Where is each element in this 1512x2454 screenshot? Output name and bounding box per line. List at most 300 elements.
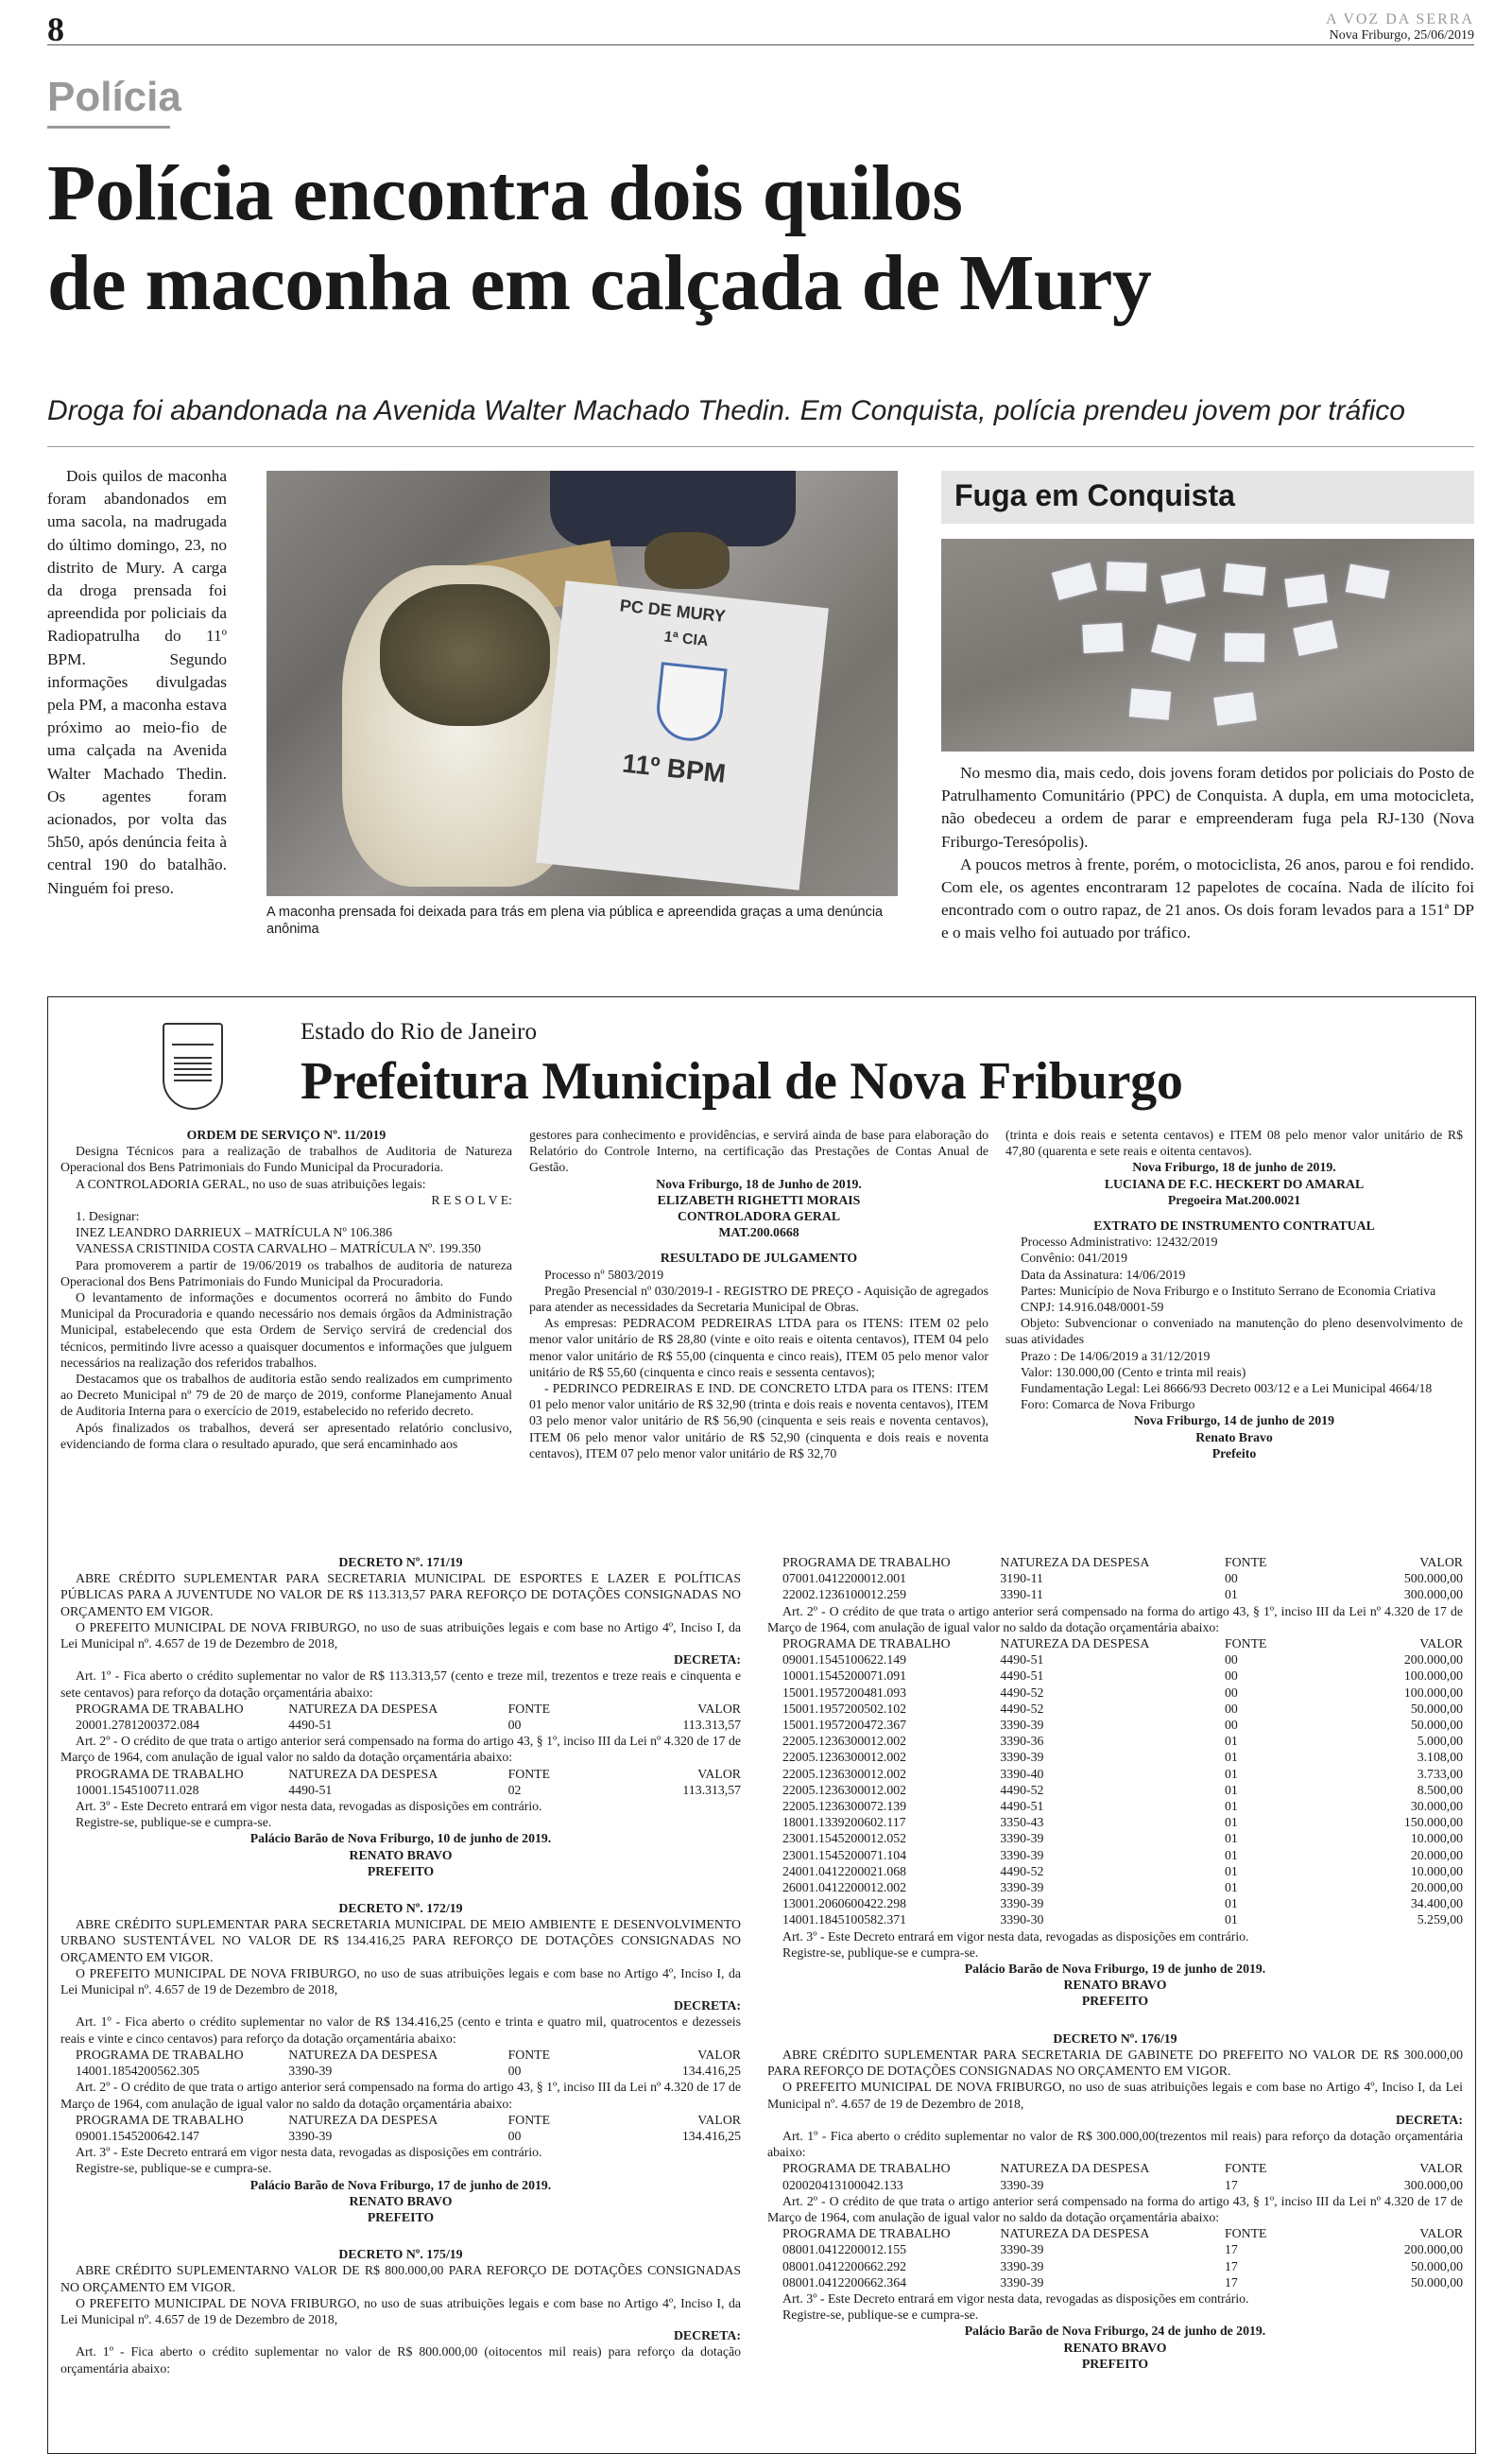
table-cell: 00: [1224, 1701, 1238, 1716]
table-cell: 3390-39: [1000, 2177, 1044, 2192]
table-cell: 50.000,00: [1410, 1718, 1463, 1733]
table-cell: 14001.1854200562.305: [76, 2064, 200, 2079]
table-row: [782, 1668, 1463, 1684]
decree-summary: ABRE CRÉDITO SUPLEMENTAR PARA SECRETARIA MUNICIPAL DE ESPORTES E LAZER E POLÍTICAS PÚBLICAS PARA A JUVENTUDE NO VALOR DE R$ 113.313,57 PARA REFORÇO DE DOTAÇÕES CONSIGNADAS NO ORÇAMENTO EM VIGOR.: [60, 1571, 741, 1618]
decree-article: Art. 1º - Fica aberto o crédito suplementar no valor de R$ 134.416,25 (cento e trinta e quatro mil, quatrocentos e dezesseis reais e vinte e cinco centavos) para reforço da dotação orçamentária abaixo:: [60, 2014, 741, 2046]
table-header-cell: PROGRAMA DE TRABALHO: [76, 1701, 244, 1716]
table-cell: 08001.0412200662.292: [782, 2258, 907, 2273]
notice-paragraph: Data da Assinatura: 14/06/2019: [1021, 1267, 1186, 1282]
notice-paragraph: gestores para conhecimento e providências, e servirá ainda de base para elaboração do Relatório do Controle Interno, na certificação das Prestações de Contas Anual de Gestão.: [529, 1128, 988, 1175]
table-cell: 4490-51: [1000, 1668, 1044, 1684]
table-cell: 3.108,00: [1417, 1750, 1463, 1765]
budget-table: [782, 2160, 1463, 2192]
papelote-packet: [1293, 620, 1337, 656]
section-label: Polícia: [47, 74, 181, 120]
table-row: [782, 1911, 1463, 1927]
article-body: [47, 465, 227, 900]
sidebox-photo-papelotes: [941, 539, 1474, 752]
table-cell: 17: [1224, 2242, 1238, 2257]
table-cell: 100.000,00: [1403, 1668, 1463, 1684]
table-cell: 100.000,00: [1403, 1685, 1463, 1700]
table-row: [76, 1782, 741, 1798]
table-wrapper: [767, 2160, 1463, 2192]
table-cell: 3.733,00: [1417, 1766, 1463, 1781]
table-cell: 01: [1224, 1766, 1238, 1781]
table-cell: 3390-39: [288, 2064, 333, 2079]
decree-title: DECRETO Nº. 171/19: [338, 1555, 463, 1569]
table-cell: 22002.1236100012.259: [782, 1587, 907, 1602]
notice-paragraph: Pregão Presencial nº 030/2019-I - REGISTRO DE PREÇO - Aquisição de agregados para atender as necessidades da Secretaria Municipal de Obras.: [529, 1283, 988, 1315]
decree-title: DECRETO Nº. 175/19: [338, 2247, 463, 2262]
table-row: [782, 2241, 1463, 2257]
table-header-row: [782, 2160, 1463, 2176]
headline-line-2: de maconha em calçada de Mury: [47, 238, 1152, 327]
table-cell: 15001.1957200502.102: [782, 1701, 907, 1716]
table-row: [782, 1830, 1463, 1846]
table-cell: 3390-39: [1000, 2274, 1044, 2290]
papelote-packet: [1284, 575, 1327, 608]
notice-signature: Renato Bravo: [1195, 1429, 1273, 1444]
table-cell: 20001.2781200372.084: [76, 1718, 200, 1733]
decree-signer: RENATO BRAVO: [349, 2193, 453, 2208]
table-cell: 4490-51: [288, 1718, 333, 1733]
page-header: [47, 9, 1474, 48]
notice-paragraph: Designa Técnicos para a realização de trabalhos de Auditoria de Natureza Operacional dos Bens Patrimoniais do Fundo Municipal da Procuradoria.: [60, 1144, 512, 1175]
table-cell: 50.000,00: [1410, 1701, 1463, 1716]
budget-table: [76, 2047, 741, 2079]
table-row: [782, 1863, 1463, 1879]
subhead-rule: [47, 446, 1474, 447]
notice-signature: ELIZABETH RIGHETTI MORAIS: [657, 1192, 861, 1207]
decree-decreta: DECRETA:: [673, 1652, 741, 1668]
notice-paragraph: As empresas: PEDRACOM PEDREIRAS LTDA para os ITENS: ITEM 02 pelo menor valor unitário de R$ 28,80 (vinte e oito reais e oitenta centavos), ITEM 04 pelo menor valor unitário de R$ 55,00 (cinquenta e cinco reais), ITEM 05 pelo menor valor unitário de R$ 55,60 (cinquenta e cinco reais e sessenta centavos);: [529, 1316, 988, 1379]
notice-paragraph: Fundamentação Legal: Lei 8666/93 Decreto 003/12 e a Lei Municipal 4664/18: [1021, 1381, 1433, 1396]
table-cell: 07001.0412200012.001: [782, 1571, 907, 1586]
table-wrapper: [60, 2047, 741, 2079]
table-cell: 17: [1224, 2177, 1238, 2192]
table-cell: 134.416,25: [681, 2064, 741, 2079]
papelote-packet: [1129, 688, 1171, 720]
papelote-packet: [1161, 568, 1206, 603]
table-header-cell: FONTE: [1224, 2226, 1267, 2241]
table-row: [782, 1749, 1463, 1765]
table-row: [782, 2274, 1463, 2290]
table-header-cell: VALOR: [697, 1766, 741, 1781]
table-cell: 22005.1236300012.002: [782, 1750, 907, 1765]
decree-175-continued: [767, 1554, 1463, 2010]
decree-intro: O PREFEITO MUNICIPAL DE NOVA FRIBURGO, no uso de suas atribuições legais e com base no Artigo 4º, Inciso I, da Lei Municipal nº. 4.657 de 19 de Dezembro de 2018,: [767, 2080, 1463, 2111]
table-cell: 00: [1224, 1571, 1238, 1586]
budget-table: [782, 2225, 1463, 2290]
table-cell: 3390-39: [288, 2128, 333, 2143]
table-cell: 34.400,00: [1410, 1896, 1463, 1911]
table-cell: 13001.2060600422.298: [782, 1896, 907, 1911]
budget-table: [782, 1635, 1463, 1928]
table-cell: 01: [1224, 1847, 1238, 1862]
table-cell: 3390-39: [1000, 1847, 1044, 1862]
table-header-cell: NATUREZA DA DESPESA: [288, 2047, 438, 2062]
table-header-cell: NATUREZA DA DESPESA: [1000, 2161, 1150, 2176]
decree-signer: RENATO BRAVO: [1063, 2340, 1167, 2355]
photo-caption: A maconha prensada foi deixada para trás em plena via pública e apreendida graças a uma denúncia anônima: [266, 905, 884, 937]
decree-title: DECRETO Nº. 172/19: [338, 1901, 463, 1916]
table-row: [782, 1782, 1463, 1798]
notice-col-1: [60, 1127, 512, 1452]
page-number: 8: [47, 10, 64, 48]
decree-article: Art. 2º - O crédito de que trata o artigo anterior será compensado na forma do artigo 43, § 1º, inciso III da Lei nº 4.320 de 17 de Março de 1964, com anulação de igual valor no saldo da dotação orçamentária abaixo:: [60, 2080, 741, 2111]
table-header-cell: VALOR: [1419, 2226, 1463, 2241]
notice-signature: LUCIANA DE F.C. HECKERT DO AMARAL: [1104, 1176, 1365, 1191]
table-cell: 26001.0412200012.002: [782, 1880, 907, 1895]
table-header-row: [76, 1701, 741, 1717]
police-shield-icon: [654, 662, 728, 744]
table-cell: 500.000,00: [1403, 1571, 1463, 1586]
photo-label-3: 11º BPM: [620, 748, 728, 788]
table-row: [782, 1798, 1463, 1814]
table-cell: 3390-30: [1000, 1912, 1044, 1927]
table-cell: 02: [507, 1782, 522, 1797]
state-name: Estado do Rio de Janeiro: [301, 1019, 537, 1045]
decree-intro: O PREFEITO MUNICIPAL DE NOVA FRIBURGO, no uso de suas atribuições legais e com base no Artigo 4º, Inciso I, da Lei Municipal nº. 4.657 de 19 de Dezembro de 2018,: [60, 2295, 741, 2326]
table-cell: 00: [507, 2128, 522, 2143]
headline: [47, 149, 1493, 329]
notice-paragraph: A CONTROLADORIA GERAL, no uso de suas atribuições legais:: [76, 1176, 426, 1191]
table-row: [782, 1879, 1463, 1895]
table-cell: 113.313,57: [682, 1782, 741, 1797]
notice-signature: CONTROLADORA GERAL: [677, 1209, 841, 1224]
decree-register: Registre-se, publique-se e cumpra-se.: [782, 2307, 979, 2323]
table-cell: 23001.1545200012.052: [782, 1831, 907, 1846]
table-cell: 00: [1224, 1718, 1238, 1733]
notice-paragraph: 1. Designar:: [76, 1209, 140, 1224]
decree-place: Palácio Barão de Nova Friburgo, 10 de junho de 2019.: [249, 1831, 552, 1846]
decree-summary: ABRE CRÉDITO SUPLEMENTARNO VALOR DE R$ 800.000,00 PARA REFORÇO DE DOTAÇÕES CONSIGNADAS NO ORÇAMENTO EM VIGOR.: [60, 2263, 741, 2294]
table-cell: 3390-39: [1000, 1896, 1044, 1911]
table-wrapper: [60, 1766, 741, 1798]
decree-171: [60, 1554, 741, 1879]
table-cell: 134.416,25: [681, 2128, 741, 2143]
table-cell: 23001.1545200071.104: [782, 1847, 907, 1862]
table-row: [782, 1685, 1463, 1701]
budget-table: [76, 1766, 741, 1798]
table-cell: 3390-36: [1000, 1734, 1044, 1749]
decree-signer: RENATO BRAVO: [349, 1847, 453, 1862]
decree-register: Registre-se, publique-se e cumpra-se.: [76, 1815, 272, 1830]
table-cell: 14001.1845100582.371: [782, 1912, 907, 1927]
table-row: [782, 1651, 1463, 1668]
table-row: [782, 1701, 1463, 1717]
masthead-date: Nova Friburgo, 25/06/2019: [1329, 28, 1474, 43]
notice-paragraph: Processo nº 5803/2019: [544, 1267, 664, 1282]
decree-summary: ABRE CRÉDITO SUPLEMENTAR PARA SECRETARIA DE GABINETE DO PREFEITO NO VALOR DE R$ 300.000,00 PARA REFORÇO DE DOTAÇÕES CONSIGNADAS NO ORÇAMENTO EM VIGOR.: [767, 2047, 1463, 2079]
table-cell: 8.500,00: [1417, 1782, 1463, 1797]
table-cell: 01: [1224, 1734, 1238, 1749]
table-row: [782, 1717, 1463, 1733]
table-cell: 300.000,00: [1403, 2177, 1463, 2192]
table-cell: 10.000,00: [1410, 1863, 1463, 1878]
decree-role: PREFEITO: [367, 2209, 435, 2224]
table-header-cell: NATUREZA DA DESPESA: [288, 1701, 438, 1716]
table-cell: 10001.1545200071.091: [782, 1668, 907, 1684]
decree-role: PREFEITO: [367, 1863, 435, 1878]
table-cell: 30.000,00: [1410, 1799, 1463, 1814]
article-photo-drugs: [266, 471, 898, 896]
table-header-cell: NATUREZA DA DESPESA: [288, 2112, 438, 2127]
notice-title: ORDEM DE SERVIÇO Nº. 11/2019: [186, 1128, 387, 1142]
decree-article: Art. 1º - Fica aberto o crédito suplementar no valor de R$ 800.000,00 (oitocentos mil reais) para reforço da dotação orçamentária abaixo:: [60, 2344, 741, 2376]
table-header-cell: PROGRAMA DE TRABALHO: [782, 1555, 951, 1569]
papelote-packet: [1106, 562, 1146, 591]
crest-crown: [172, 1030, 214, 1046]
notice-signature: Nova Friburgo, 18 de Junho de 2019.: [656, 1176, 862, 1191]
table-wrapper: [767, 1554, 1463, 1603]
papelote-packet: [1213, 692, 1257, 726]
notice-signature: Nova Friburgo, 14 de junho de 2019: [1134, 1413, 1334, 1428]
notice-paragraph: INEZ LEANDRO DARRIEUX – MATRÍCULA Nº 106.386: [76, 1225, 393, 1240]
papelote-packet: [1224, 563, 1266, 596]
table-cell: 01: [1224, 1831, 1238, 1846]
table-cell: 5.000,00: [1417, 1734, 1463, 1749]
table-cell: 00: [1224, 1685, 1238, 1700]
notice-paragraph: VANESSA CRISTINIDA COSTA CARVALHO – MATRÍCULA Nº. 199.350: [76, 1241, 481, 1256]
table-cell: 10.000,00: [1410, 1831, 1463, 1846]
table-cell: 020020413100042.133: [782, 2177, 903, 2192]
decree-175: [60, 2246, 741, 2376]
photo-paper: [536, 580, 829, 890]
notice-paragraph: Prazo : De 14/06/2019 a 31/12/2019: [1021, 1348, 1211, 1363]
table-header-cell: FONTE: [507, 2047, 551, 2062]
decree-signer: RENATO BRAVO: [1063, 1978, 1167, 1993]
table-cell: 3390-39: [1000, 2258, 1044, 2273]
table-header-cell: VALOR: [697, 2112, 741, 2127]
table-cell: 01: [1224, 1912, 1238, 1927]
table-cell: 200.000,00: [1403, 1652, 1463, 1668]
table-cell: 01: [1224, 1896, 1238, 1911]
decree-article: Art. 2º - O crédito de que trata o artigo anterior será compensado na forma do artigo 43, § 1º, inciso III da Lei nº 4.320 de 17 de Março de 1964, com anulação de igual valor no saldo da dotação orçamentária abaixo:: [60, 1734, 741, 1765]
table-cell: 22005.1236300012.002: [782, 1782, 907, 1797]
city-crest-icon: [163, 1023, 223, 1110]
table-header-cell: FONTE: [1224, 1636, 1267, 1651]
photo-label-2: 1ª CIA: [662, 629, 710, 650]
table-row: [782, 1733, 1463, 1749]
decree-176: [767, 2031, 1463, 2372]
table-cell: 01: [1224, 1750, 1238, 1765]
table-row: [782, 1766, 1463, 1782]
notice-paragraph: Partes: Município de Nova Friburgo e o Instituto Serrano de Economia Criativa: [1021, 1283, 1436, 1298]
table-cell: 4490-51: [1000, 1652, 1044, 1668]
decree-article: Art. 3º - Este Decreto entrará em vigor nesta data, revogadas as disposições em contrário.: [782, 1928, 1249, 1944]
table-cell: 17: [1224, 2258, 1238, 2273]
table-cell: 10001.1545100711.028: [76, 1782, 199, 1797]
notice-signature: Pregoeira Mat.200.0021: [1167, 1192, 1301, 1207]
table-cell: 09001.1545100622.149: [782, 1652, 907, 1668]
table-header-cell: NATUREZA DA DESPESA: [1000, 1636, 1150, 1651]
table-cell: 50.000,00: [1410, 2274, 1463, 2290]
table-cell: 00: [1224, 1668, 1238, 1684]
sidebox-text: [941, 762, 1474, 945]
notice-paragraph: Valor: 130.000,00 (Cento e trinta mil reais): [1021, 1364, 1246, 1379]
table-header-cell: NATUREZA DA DESPESA: [1000, 1555, 1150, 1569]
papelote-packet: [1082, 623, 1124, 653]
notice-signature: Nova Friburgo, 18 de junho de 2019.: [1132, 1160, 1336, 1175]
table-cell: 00: [1224, 1652, 1238, 1668]
decree-role: PREFEITO: [1081, 2356, 1149, 2371]
subheadline: Droga foi abandonada na Avenida Walter Machado Thedin. Em Conquista, polícia prendeu jovem por tráfico: [47, 395, 1405, 426]
masthead-name: A VOZ DA SERRA: [1325, 11, 1474, 27]
notice-paragraph: - PEDRINCO PEDREIRAS E IND. DE CONCRETO LTDA para os ITENS: ITEM 01 pelo menor valor unitário de R$ 32,90 (trinta e dois reais e noventa centavos), ITEM 03 pelo menor valor unitário de R$ 56,90 (cinquenta e seis reais e noventa centavos), ITEM 06 pelo menor valor unitário de R$ 52,90 (cinquenta e dois reais e noventa centavos), ITEM 07 pelo menor valor unitário de R$ 32,70: [529, 1381, 988, 1460]
notice-resolve: R E S O L V E:: [431, 1192, 512, 1207]
table-cell: 3190-11: [1000, 1571, 1043, 1586]
notice-paragraph: Para promoverem a partir de 19/06/2019 os trabalhos de auditoria de natureza Operacional dos Bens Patrimoniais do Fundo Municipal da Procuradoria.: [60, 1257, 512, 1288]
table-cell: 17: [1224, 2274, 1238, 2290]
table-row: [76, 1717, 741, 1733]
table-cell: 113.313,57: [682, 1718, 741, 1733]
table-header-cell: FONTE: [507, 1766, 551, 1781]
table-wrapper: [767, 1635, 1463, 1928]
table-cell: 3350-43: [1000, 1815, 1044, 1830]
decree-decreta: DECRETA:: [1395, 2112, 1463, 2127]
table-header-cell: VALOR: [697, 2047, 741, 2062]
table-row: [782, 1895, 1463, 1911]
prefeitura-title: Prefeitura Municipal de Nova Friburgo: [301, 1052, 1183, 1111]
notice-paragraph: CNPJ: 14.916.048/0001-59: [1021, 1300, 1164, 1315]
decree-column-left: [60, 1554, 741, 2376]
decree-register: Registre-se, publique-se e cumpra-se.: [76, 2161, 272, 2176]
decree-column-right: [767, 1554, 1463, 2372]
table-cell: 20.000,00: [1410, 1847, 1463, 1862]
table-cell: 01: [1224, 1815, 1238, 1830]
budget-table: [76, 1701, 741, 1733]
decree-article: Art. 1º - Fica aberto o crédito suplementar no valor de R$ 300.000,00(trezentos mil reais) para reforço da dotação orçamentária abaixo:: [767, 2128, 1463, 2160]
sidebox-paragraph-1: No mesmo dia, mais cedo, dois jovens foram detidos por policiais do Posto de Patrulhamento Comunitário (PPC) de Conquista. A dupla, em uma motocicleta, não obedeceu a ordem de parar e empreenderam fuga pela RJ-130 (Nova Friburgo-Teresópolis).: [941, 764, 1474, 851]
table-header-cell: VALOR: [1419, 1555, 1463, 1569]
table-cell: 15001.1957200472.367: [782, 1718, 907, 1733]
table-row: [782, 1814, 1463, 1830]
decree-intro: O PREFEITO MUNICIPAL DE NOVA FRIBURGO, no uso de suas atribuições legais e com base no Artigo 4º, Inciso I, da Lei Municipal nº. 4.657 de 19 de Dezembro de 2018,: [60, 1619, 741, 1651]
table-cell: 3390-39: [1000, 2242, 1044, 2257]
table-cell: 3390-11: [1000, 1587, 1043, 1602]
table-header-row: [782, 1554, 1463, 1570]
masthead: [1326, 11, 1474, 43]
table-cell: 01: [1224, 1587, 1238, 1602]
notice-paragraph: Convênio: 041/2019: [1021, 1251, 1128, 1266]
notice-paragraph: Após finalizados os trabalhos, deverá ser apresentado relatório conclusivo, evidenciando de forma clara o resultado apurado, que será encaminhado aos: [60, 1420, 512, 1451]
decree-article: Art. 1º - Fica aberto o crédito suplementar no valor de R$ 113.313,57 (cento e treze mil, trezentos e treze reais e cinquenta e sete centavos) para reforço da dotação orçamentária abaixo:: [60, 1668, 741, 1700]
table-cell: 200.000,00: [1403, 2242, 1463, 2257]
decree-article: Art. 2º - O crédito de que trata o artigo anterior será compensado na forma do artigo 43, § 1º, inciso III da Lei nº 4.320 de 17 de Março de 1964, com anulação de igual valor no saldo da dotação orçamentária abaixo:: [767, 2193, 1463, 2224]
notice-paragraph: Objeto: Subvencionar o conveniado na manutenção do pleno desenvolvimento de suas atividades: [1005, 1316, 1463, 1347]
crest-stripes: [174, 1053, 212, 1081]
notice-paragraph: Processo Administrativo: 12432/2019: [1021, 1235, 1218, 1250]
table-cell: 4490-52: [1000, 1863, 1044, 1878]
papelote-packet: [1225, 633, 1265, 663]
table-cell: 01: [1224, 1863, 1238, 1878]
table-cell: 3390-40: [1000, 1766, 1044, 1781]
budget-table: [76, 2112, 741, 2144]
table-cell: 4490-52: [1000, 1685, 1044, 1700]
table-header-cell: FONTE: [1224, 2161, 1267, 2176]
notice-col-3: [1005, 1127, 1463, 1461]
table-cell: 22005.1236300012.002: [782, 1766, 907, 1781]
table-cell: 3390-39: [1000, 1750, 1044, 1765]
table-header-cell: NATUREZA DA DESPESA: [288, 1766, 438, 1781]
notice-paragraph: Destacamos que os trabalhos de auditoria estão sendo realizados em cumprimento ao Decreto Municipal nº 79 de 20 de março de 2019, conforme Planejamento Anual de Auditoria Interna para o exercício de 2019, estabelecido no referido decreto.: [60, 1372, 512, 1419]
table-cell: 24001.0412200021.068: [782, 1863, 907, 1878]
table-header-cell: PROGRAMA DE TRABALHO: [76, 2112, 244, 2127]
photo-label-1: PC DE MURY: [618, 596, 727, 627]
papelote-packet: [1346, 564, 1390, 599]
decree-title: DECRETO Nº. 176/19: [1053, 2031, 1177, 2046]
headline-line-1: Polícia encontra dois quilos: [47, 149, 963, 237]
notice-paragraph: (trinta e dois reais e setenta centavos) e ITEM 08 pelo menor valor unitário de R$ 47,80 (quarenta e sete reais e oitenta centavos).: [1005, 1128, 1463, 1159]
sidebox-paragraph-2: A poucos metros à frente, porém, o motociclista, 26 anos, parou e foi rendido. Com ele, os agentes encontraram 12 papelotes de cocaína. Nada de ilícito foi encontrado com o outro rapaz, de 21 anos. Os dois foram levados para a 151ª DP e o mais velho foi autuado por tráfico.: [941, 855, 1474, 942]
table-header-cell: PROGRAMA DE TRABALHO: [782, 1636, 951, 1651]
table-cell: 22005.1236300012.002: [782, 1734, 907, 1749]
table-cell: 3390-39: [1000, 1880, 1044, 1895]
table-header-cell: NATUREZA DA DESPESA: [1000, 2226, 1150, 2241]
table-cell: 150.000,00: [1403, 1815, 1463, 1830]
table-cell: 4490-52: [1000, 1782, 1044, 1797]
papelote-packet: [1052, 562, 1097, 600]
notice-col-2: [529, 1127, 988, 1461]
decree-role: PREFEITO: [1081, 1994, 1149, 2009]
table-cell: 3390-39: [1000, 1831, 1044, 1846]
photo-brick-2: [644, 532, 730, 589]
table-cell: 01: [1224, 1880, 1238, 1895]
table-cell: 3390-39: [1000, 1718, 1044, 1733]
table-cell: 20.000,00: [1410, 1880, 1463, 1895]
decree-decreta: DECRETA:: [673, 2328, 741, 2343]
table-cell: 22005.1236300072.139: [782, 1799, 907, 1814]
table-cell: 15001.1957200481.093: [782, 1685, 907, 1700]
article-paragraph: Dois quilos de maconha foram abandonados em uma sacola, na madrugada do último domingo, 23, no distrito de Mury. A carga da droga prensada foi apreendida por policiais da Radiopatrulha do 11º BPM. Segundo informações divulgadas pela PM, a maconha estava próximo ao meio-fio de uma calçada na Avenida Walter Machado Thedin. Os agentes foram acionados, por volta das 5h50, após denúncia feita à central 190 do batalhão. Ninguém foi preso.: [47, 467, 227, 897]
photo-drug: [380, 584, 550, 726]
table-cell: 08001.0412200662.364: [782, 2274, 907, 2290]
table-cell: 08001.0412200012.155: [782, 2242, 907, 2257]
decree-172: [60, 1900, 741, 2225]
table-header-cell: FONTE: [1224, 1555, 1267, 1569]
table-row: [782, 1570, 1463, 1586]
table-cell: 5.259,00: [1417, 1912, 1463, 1927]
notice-title: RESULTADO DE JULGAMENTO: [660, 1251, 858, 1266]
table-header-cell: VALOR: [1419, 2161, 1463, 2176]
table-cell: 00: [507, 1718, 522, 1733]
decree-place: Palácio Barão de Nova Friburgo, 24 de junho de 2019.: [964, 2324, 1266, 2339]
table-header-row: [782, 1635, 1463, 1651]
table-header-cell: VALOR: [1419, 1636, 1463, 1651]
table-wrapper: [60, 1701, 741, 1733]
table-cell: 4490-52: [1000, 1701, 1044, 1716]
notice-paragraph: Foro: Comarca de Nova Friburgo: [1021, 1397, 1195, 1412]
table-header-row: [782, 2225, 1463, 2241]
table-header-cell: FONTE: [507, 1701, 551, 1716]
table-header-cell: PROGRAMA DE TRABALHO: [782, 2226, 951, 2241]
table-wrapper: [767, 2225, 1463, 2290]
table-header-cell: PROGRAMA DE TRABALHO: [76, 1766, 244, 1781]
decree-summary: ABRE CRÉDITO SUPLEMENTAR PARA SECRETARIA MUNICIPAL DE MEIO AMBIENTE E DESENVOLVIMENTO URBANO SUSTENTÁVEL NO VALOR DE R$ 134.416,25 PARA REFORÇO DE DOTAÇÕES CONSIGNADAS NO ORÇAMENTO EM VIGOR.: [60, 1917, 741, 1964]
papelote-packet: [1151, 624, 1196, 661]
table-cell: 09001.1545200642.147: [76, 2128, 200, 2143]
table-wrapper: [60, 2112, 741, 2144]
decree-article: Art. 3º - Este Decreto entrará em vigor nesta data, revogadas as disposições em contrário.: [76, 2145, 542, 2160]
table-row: [782, 2258, 1463, 2274]
decree-intro: O PREFEITO MUNICIPAL DE NOVA FRIBURGO, no uso de suas atribuições legais e com base no Artigo 4º, Inciso I, da Lei Municipal nº. 4.657 de 19 de Dezembro de 2018,: [60, 1965, 741, 1997]
table-row: [782, 1847, 1463, 1863]
notice-signature: Prefeito: [1211, 1445, 1257, 1460]
sidebox-title: Fuga em Conquista: [941, 471, 1474, 524]
table-header-row: [76, 2047, 741, 2063]
decree-decreta: DECRETA:: [673, 1998, 741, 2013]
